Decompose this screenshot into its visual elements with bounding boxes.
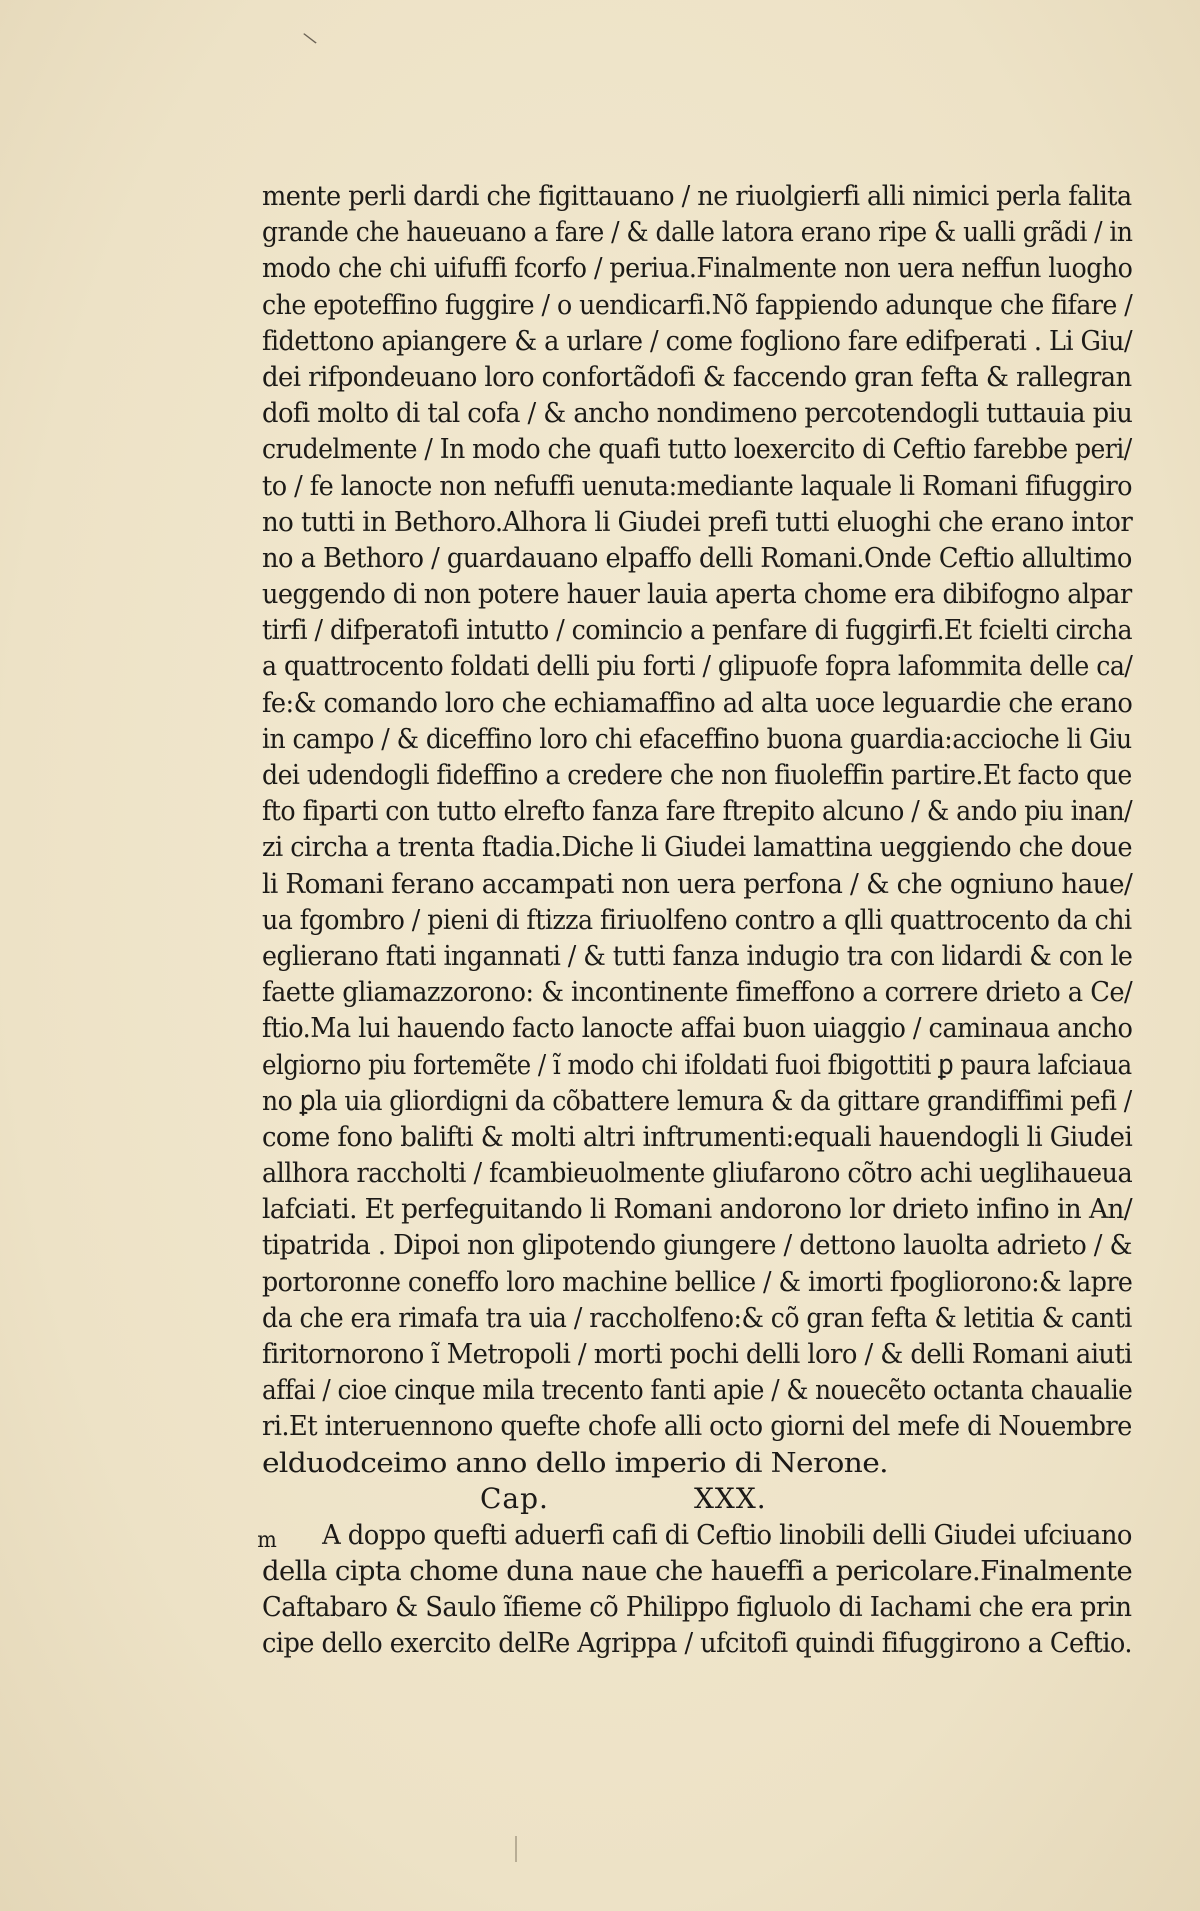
paragraph-rest <box>262 1553 1132 1662</box>
text-line: tipatrida . Dipoi non glipotendo giungere / dettono lauolta adrieto / & <box>262 1229 1132 1262</box>
chapter-heading <box>262 1481 1132 1517</box>
text-line: ua fgombro / pieni di ftizza firiuolfeno contro a qlli quattrocento da chi <box>262 903 1132 936</box>
text-line: dofi molto di tal cofa / & ancho nondimeno percotendogli tuttauia piu <box>262 397 1133 430</box>
text-line: da che era rimafa tra uia / raccholfeno:& cõ gran fefta & letitia & canti <box>262 1301 1132 1334</box>
text-line: no tutti in Bethoro.Alhora li Giudei prefi tutti eluoghi che erano intor <box>262 505 1133 538</box>
text-line: dei rifpondeuano loro confortãdofi & faccendo gran fefta & rallegran <box>262 360 1132 393</box>
text-line: mente perli dardi che figittauano / ne riuolgierfi alli nimici perla falita <box>262 180 1132 212</box>
text-line: Caftabaro & Saulo ĩfieme cõ Philippo figluolo di Iachami che era prin <box>262 1591 1132 1624</box>
paragraph-first-line <box>257 1517 1132 1553</box>
chapter-number: XXX. <box>694 1481 767 1515</box>
text-line: che epoteffino fuggire / o uendicarfi.Nõ fappiendo adunque che fifare / <box>262 288 1133 321</box>
text-line: a quattrocento foldati delli piu forti / glipuofe fopra lafommita delle ca/ <box>262 650 1133 683</box>
text-line: no ꝑla uia gliordigni da cõbattere lemura & da gittare grandiffimi pefi / <box>262 1084 1132 1117</box>
text-line: no a Bethoro / guardauano elpaffo delli Romani.Onde Ceftio allultimo <box>262 541 1132 574</box>
text-line: della cipta chome duna naue che haueffi a pericolare.Finalmente <box>262 1554 1133 1587</box>
text-line: portoronne coneffo loro machine bellice / & imorti fpogliorono:& lapre <box>262 1265 1133 1298</box>
text-line: to / fe lanocte non nefuffi uenuta:mediante laquale li Romani fifuggiro <box>262 469 1133 502</box>
corner-mark: \ <box>301 28 319 49</box>
text-line: elduodceimo anno dello imperio di Nerone. <box>262 1446 888 1479</box>
text-line: modo che chi uifuffi fcorfo / periua.Finalmente non uera neffun luogho <box>262 252 1133 285</box>
text-line: lafciati. Et perfeguitando li Romani andorono lor drieto infino in An/ <box>262 1193 1133 1226</box>
text-line: fe:& comando loro che echiamaffino ad alta uoce leguardie che erano <box>262 686 1133 719</box>
initial-guide-letter: m <box>257 1527 277 1553</box>
text-line: faette gliamazzorono: & incontinente fimeffono a correre drieto a Ce/ <box>262 976 1133 1009</box>
text-line: firitornorono ĩ Metropoli / morti pochi delli loro / & delli Romani aiuti <box>262 1338 1133 1370</box>
text-line: crudelmente / In modo che quafi tutto loexercito di Ceftio farebbe peri/ <box>262 433 1132 466</box>
text-line: dei udendogli fideffino a credere che non fiuoleffin partire.Et facto que <box>262 759 1132 791</box>
text-line: ueggendo di non potere hauer lauia aperta chome era dibifogno alpar <box>262 578 1132 611</box>
text-line: fidettono apiangere & a urlare / come fogliono fare edifperati . Li Giu/ <box>262 324 1132 357</box>
text-line: eglierano ftati ingannati / & tutti fanza indugio tra con lidardi & con le <box>262 939 1133 972</box>
text-line: cipe dello exercito delRe Agrippa / ufcitofi quindi fifuggirono a Ceftio. <box>262 1627 1132 1660</box>
chapter-label: Cap. <box>480 1481 549 1515</box>
text-line: tirfi / difperatofi intutto / comincio a penfare di fuggirfi.Et fcielti circha <box>262 614 1133 647</box>
text-line: ri.Et interuennono quefte chofe alli octo giorni del mefe di Nouembre <box>262 1410 1132 1443</box>
text-line: grande che haueuano a fare / & dalle latora erano ripe & ualli grãdi / in <box>262 216 1133 249</box>
text-line: in campo / & diceffino loro chi efaceffino buona guardia:accioche li Giu <box>262 722 1132 755</box>
text-line: allhora raccholti / fcambieuolmente gliufarono cõtro achi ueglihaueua <box>262 1157 1133 1190</box>
text-line: affai / cioe cinque mila trecento fanti apie / & nouecẽto octanta chaualie <box>262 1374 1133 1407</box>
text-line: li Romani ferano accampati non uera perfona / & che ogniuno haue/ <box>262 867 1133 900</box>
text-line: fto fiparti con tutto elrefto fanza fare ftrepito alcuno / & ando piu inan/ <box>262 795 1133 828</box>
body-lines <box>262 178 1132 1481</box>
page-mark <box>515 1836 517 1862</box>
text-line: come fono balifti & molti altri inftrumenti:equali hauendogli li Giudei <box>262 1120 1133 1153</box>
text-line: elgiorno piu fortemẽte / ĩ modo chi ifoldati fuoi fbigottiti ꝑ paura lafciaua <box>262 1048 1132 1081</box>
text-line: ftio.Ma lui hauendo facto lanocte affai buon uiaggio / caminaua ancho <box>262 1012 1133 1045</box>
text-line: zi circha a trenta ftadia.Diche li Giudei lamattina ueggiendo che doue <box>262 831 1133 864</box>
text-block <box>257 178 1133 1662</box>
paragraph-first-text: A doppo quefti aduerfi cafi di Ceftio linobili delli Giudei ufciuano <box>322 1518 1132 1551</box>
